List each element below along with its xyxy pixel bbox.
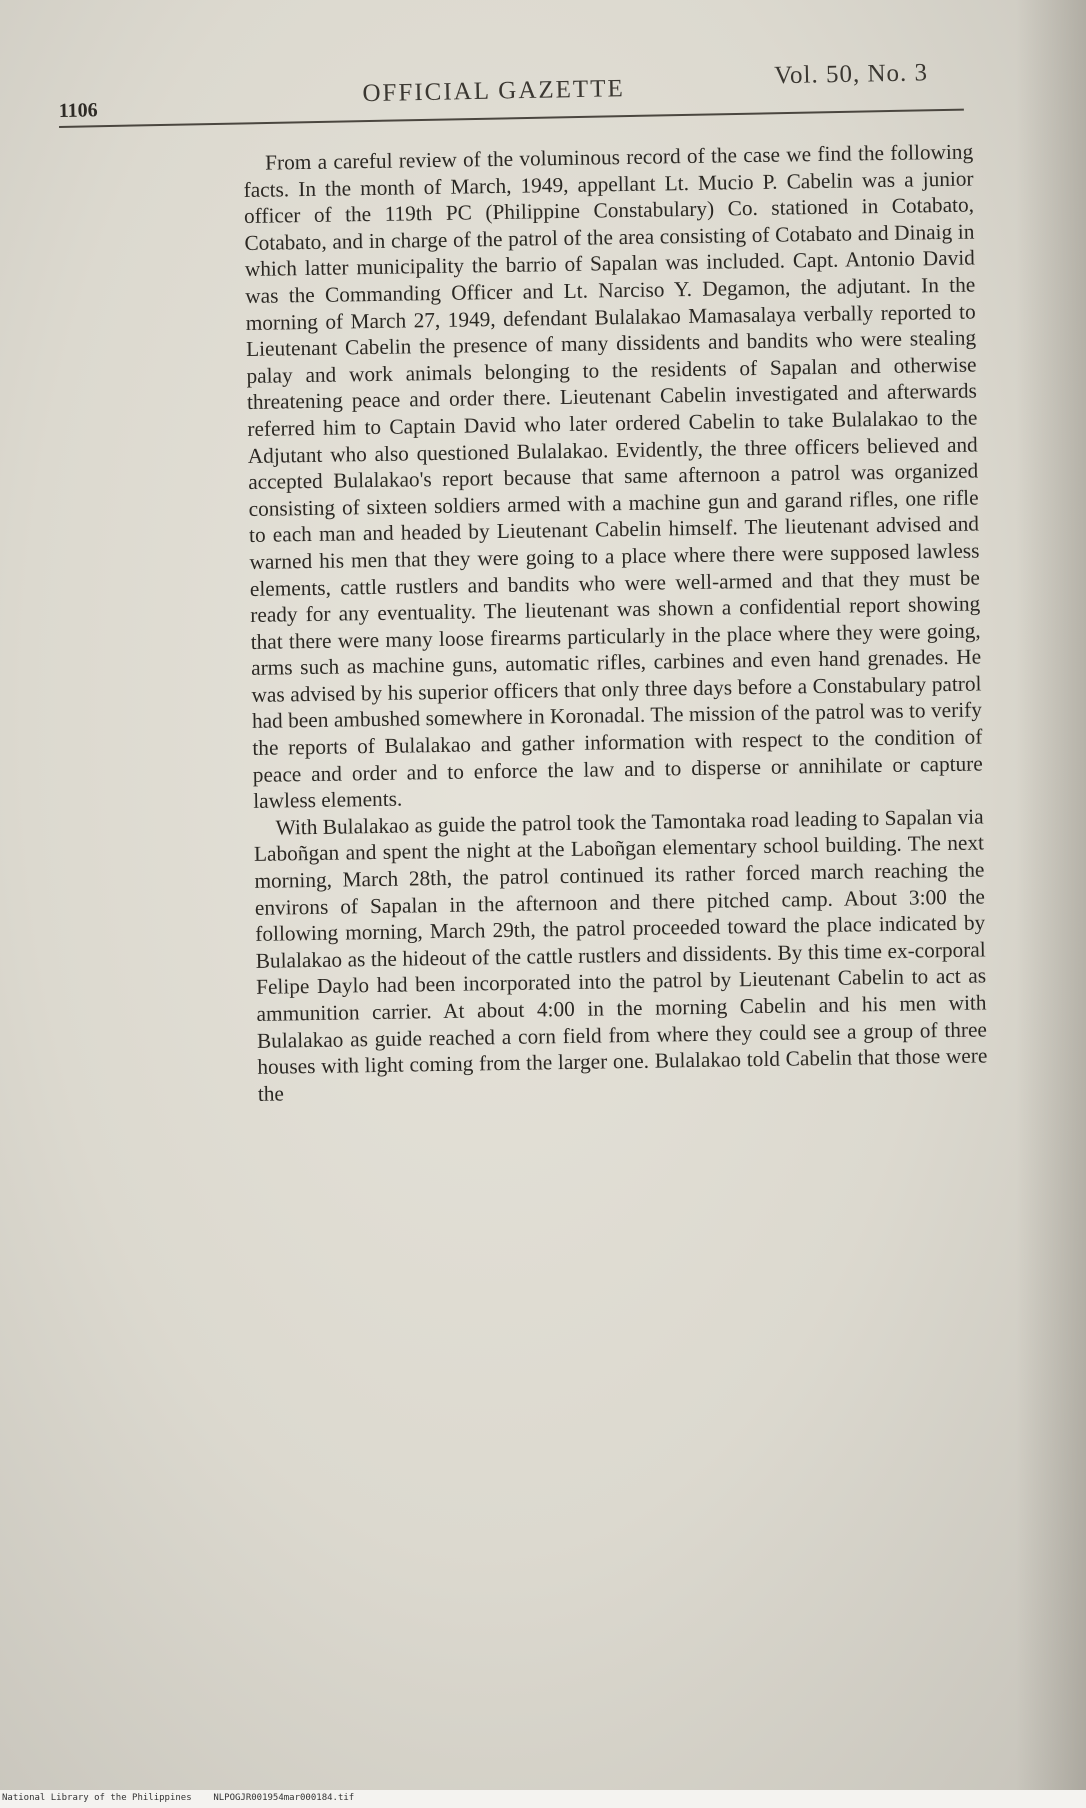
gazette-title: OFFICIAL GAZETTE: [362, 75, 625, 108]
paragraph-1: From a careful review of the voluminous record of the case we find the following facts. In the month of March, 1949, appellant Lt. Mucio P. Cabelin was a junior officer of the 119th PC (Philippine Constabulary) Co. stationed in Cotabato, Cotabato, and in charge of the patrol of the area consisting of Cotabato and Dinaig in which latter municipality the barrio of Sapalan was included. Capt. Antonio David was the Commanding Officer and Lt. Narciso Y. Degamon, the adjutant. In the morning of March 27, 1949, defendant Bulalakao Mamasalaya verbally reported to Lieutenant Cabelin the presence of many dissidents and bandits who were stealing palay and work animals belonging to the residents of Sapalan and otherwise threatening peace and order there. Lieutenant Cabelin investigated and afterwards referred him to Captain David who later ordered Cabelin to take Bulalakao to the Adjutant who also questioned Bulalakao. Evidently, the three officers believed and accepted Bulalakao's report because that same afternoon a patrol was organized consisting of sixteen soldiers armed with a machine gun and garand rifles, one rifle to each man and headed by Lieutenant Cabelin himself. The lieutenant advised and warned his men that they were going to a place where there were supposed lawless elements, cattle rustlers and bandits who were well-armed and that they must be ready for any eventuality. The lieutenant was shown a confidential report showing that there were many loose firearms particularly in the place where they were going, arms such as machine guns, automatic rifles, carbines and even hand grenades. He was advised by his superior officers that only three days before a Constabulary patrol had been ambushed somewhere in Koronadal. The mission of the patrol was to verify the reports of Bulalakao and gather information with respect to the condition of peace and order and to enforce the law and to disperse or annihilate or capture lawless elements.: [243, 139, 983, 814]
scan-footer: [0, 1790, 1086, 1808]
page-edge-shadow: [1016, 0, 1086, 1790]
body-text: [243, 139, 988, 1108]
header-rule: [59, 109, 964, 128]
scan-source-line: National Library of the Philippines NLPOGJR001954mar000184.tif: [2, 1793, 355, 1803]
volume-info: Vol. 50, No. 3: [773, 59, 929, 90]
page-number: 1106: [58, 99, 98, 122]
paragraph-2: With Bulalakao as guide the patrol took the Tamontaka road leading to Sapalan via Laboñgan and spent the night at the Laboñgan elementary school building. The next morning, March 28th, the patrol continued its rather forced march reaching the environs of Sapalan in the afternoon and there pitched camp. About 3:00 the following morning, March 29th, the patrol proceeded toward the place indicated by Bulalakao as the hideout of the cattle rustlers and dissidents. By this time ex-corporal Felipe Daylo had been incorporated into the patrol by Lieutenant Cabelin to act as ammunition carrier. At about 4:00 in the morning Cabelin and his men with Bulalakao as guide reached a corn field from where they could see a group of three houses with light coming from the larger one. Bulalakao told Cabelin that those were the: [253, 804, 988, 1106]
page-header: [58, 55, 969, 128]
